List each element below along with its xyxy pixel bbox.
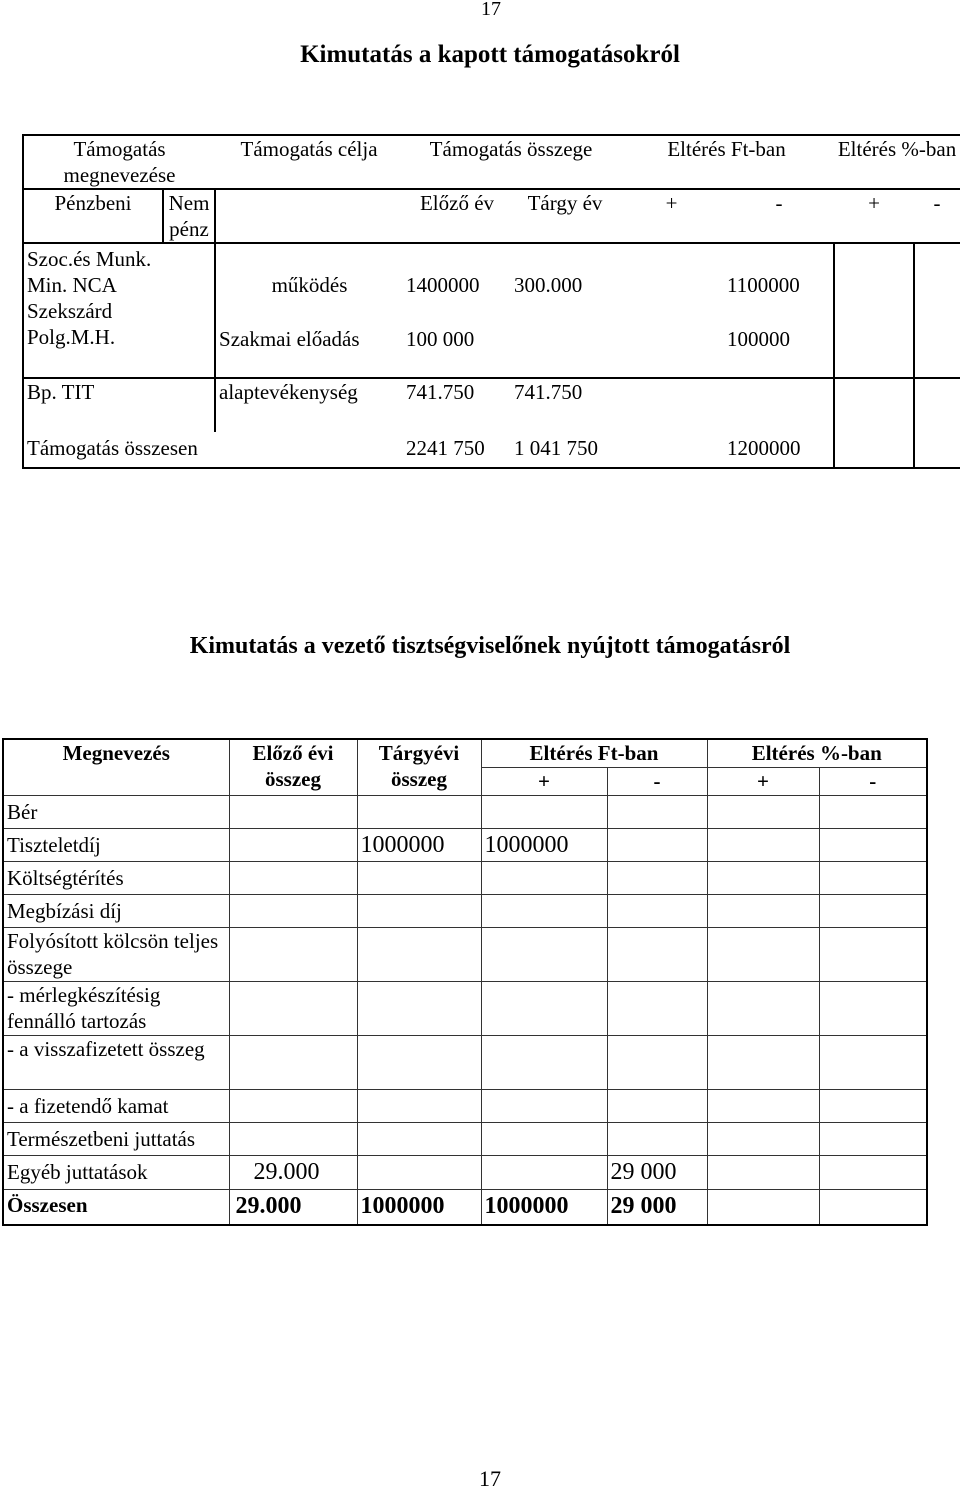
total-label: Összesen xyxy=(3,1189,229,1225)
minus-cell xyxy=(724,243,834,378)
table-row xyxy=(3,1155,927,1189)
header-row-1 xyxy=(23,135,960,189)
row-label: - mérlegkészítésig fennálló tartozás xyxy=(3,981,229,1035)
support-purpose: Szakmai előadás xyxy=(219,327,360,351)
support-name: Szoc.és Munk. Min. NCA xyxy=(27,247,152,297)
total-curr: 1 041 750 xyxy=(514,436,599,460)
noncash-cell xyxy=(163,378,215,432)
section1-title: Kimutatás a kapott támogatásokról xyxy=(300,41,680,68)
header-noncash: Nem pénz xyxy=(163,189,215,243)
table-row xyxy=(3,1089,927,1122)
pct-minus-cell xyxy=(914,378,960,432)
header-diff-pct: Eltérés %-ban xyxy=(837,137,957,161)
prev-cell xyxy=(403,243,511,378)
total-pct-minus xyxy=(914,432,960,468)
header-cash: Pénzbeni xyxy=(23,189,163,243)
support-prev: 100 000 xyxy=(406,327,475,351)
total-curr: 1000000 xyxy=(357,1189,481,1225)
pct-plus-cell xyxy=(834,378,914,432)
row-diff-plus: 1000000 xyxy=(481,828,607,861)
support-prev: 741.750 xyxy=(403,378,511,432)
header-diff-ft: Eltérés Ft-ban xyxy=(481,739,707,767)
header-diff-ft-minus: - xyxy=(607,767,707,795)
support-curr: 300.000 xyxy=(514,273,583,297)
plus-cell xyxy=(619,243,724,378)
received-support-table xyxy=(22,134,960,469)
support-diff-minus: 100000 xyxy=(727,327,791,351)
row-label: - a fizetendő kamat xyxy=(3,1089,229,1122)
header-diff-pct-minus: - xyxy=(819,767,927,795)
header-prev-year: Előző év xyxy=(403,189,511,243)
row-curr: 1000000 xyxy=(357,828,481,861)
total-diff-plus: 1000000 xyxy=(481,1189,607,1225)
page-number-top: 17 xyxy=(481,0,501,20)
section2-title: Kimutatás a vezető tisztségviselőnek nyújtott támogatásról xyxy=(189,633,791,659)
row-label: Folyósított kölcsön teljes összege xyxy=(3,927,229,981)
total-prev: 2241 750 xyxy=(406,436,485,460)
support-name: Szekszárd Polg.M.H. xyxy=(27,299,116,349)
row-label: Költségtérítés xyxy=(3,861,229,894)
header-name: Megnevezés xyxy=(3,739,229,795)
header-diff-pct-minus: - xyxy=(914,189,960,243)
support-purpose: működés xyxy=(271,273,348,297)
table-row xyxy=(3,927,927,981)
row-label: Tiszteletdíj xyxy=(3,828,229,861)
header-diff-ft-plus: + xyxy=(619,189,724,243)
row-label: Bér xyxy=(3,795,229,828)
curr-cell xyxy=(511,243,619,378)
row-prev xyxy=(229,828,357,861)
support-name-cell xyxy=(23,243,163,378)
support-purpose: alaptevékenység xyxy=(215,378,403,432)
row-label: - a visszafizetett összeg xyxy=(3,1035,229,1089)
total-pct-plus xyxy=(834,432,914,468)
officer-support-table xyxy=(2,738,928,1226)
header-diff-pct: Eltérés %-ban xyxy=(707,739,927,767)
total-diff-minus: 29 000 xyxy=(607,1189,707,1225)
table-row xyxy=(3,861,927,894)
row-prev: 29.000 xyxy=(229,1155,357,1189)
table-row xyxy=(3,828,927,861)
row-label: Megbízási díj xyxy=(3,894,229,927)
total-plus xyxy=(619,432,724,468)
support-row xyxy=(23,243,960,378)
table-row xyxy=(3,1122,927,1155)
support-diff-minus xyxy=(724,378,834,432)
header-prev: Előző évi összeg xyxy=(229,739,357,795)
header-support-purpose: Támogatás célja xyxy=(240,137,378,161)
total-row xyxy=(23,432,960,468)
purpose-cell xyxy=(215,243,403,378)
header-diff-pct-plus: + xyxy=(707,767,819,795)
total-diff-minus: 1200000 xyxy=(724,432,834,468)
header-curr-year: Tárgy év xyxy=(511,189,619,243)
row-label: Természetbeni juttatás xyxy=(3,1122,229,1155)
table-row xyxy=(3,795,927,828)
header-support-amount: Támogatás összege xyxy=(429,137,593,161)
support-name: Bp. TIT xyxy=(23,378,163,432)
support-row xyxy=(23,378,960,432)
total-row xyxy=(3,1189,927,1225)
row-label: Egyéb juttatások xyxy=(3,1155,229,1189)
table-row xyxy=(3,894,927,927)
header-purpose-empty xyxy=(215,189,403,243)
table-row xyxy=(3,981,927,1035)
total-prev: 29.000 xyxy=(229,1189,357,1225)
header-diff-ft: Eltérés Ft-ban xyxy=(667,137,786,161)
header-diff-ft-minus: - xyxy=(724,189,834,243)
header-row-2 xyxy=(23,189,960,243)
header-diff-pct-plus: + xyxy=(834,189,914,243)
plus-cell xyxy=(619,378,724,432)
support-curr: 741.750 xyxy=(511,378,619,432)
total-label: Támogatás összesen xyxy=(27,436,198,460)
support-prev: 1400000 xyxy=(406,273,480,297)
header-row-1 xyxy=(3,739,927,767)
page-number-bottom: 17 xyxy=(479,1466,501,1491)
table-row xyxy=(3,1035,927,1089)
row-diff-minus: 29 000 xyxy=(607,1155,707,1189)
header-diff-ft-plus: + xyxy=(481,767,607,795)
pct-plus-cell xyxy=(834,243,914,378)
noncash-cell xyxy=(163,243,215,378)
pct-minus-cell xyxy=(914,243,960,378)
header-curr: Tárgyévi összeg xyxy=(357,739,481,795)
support-diff-minus: 1100000 xyxy=(727,273,800,297)
header-support-name: Támogatás megnevezése xyxy=(63,137,176,187)
